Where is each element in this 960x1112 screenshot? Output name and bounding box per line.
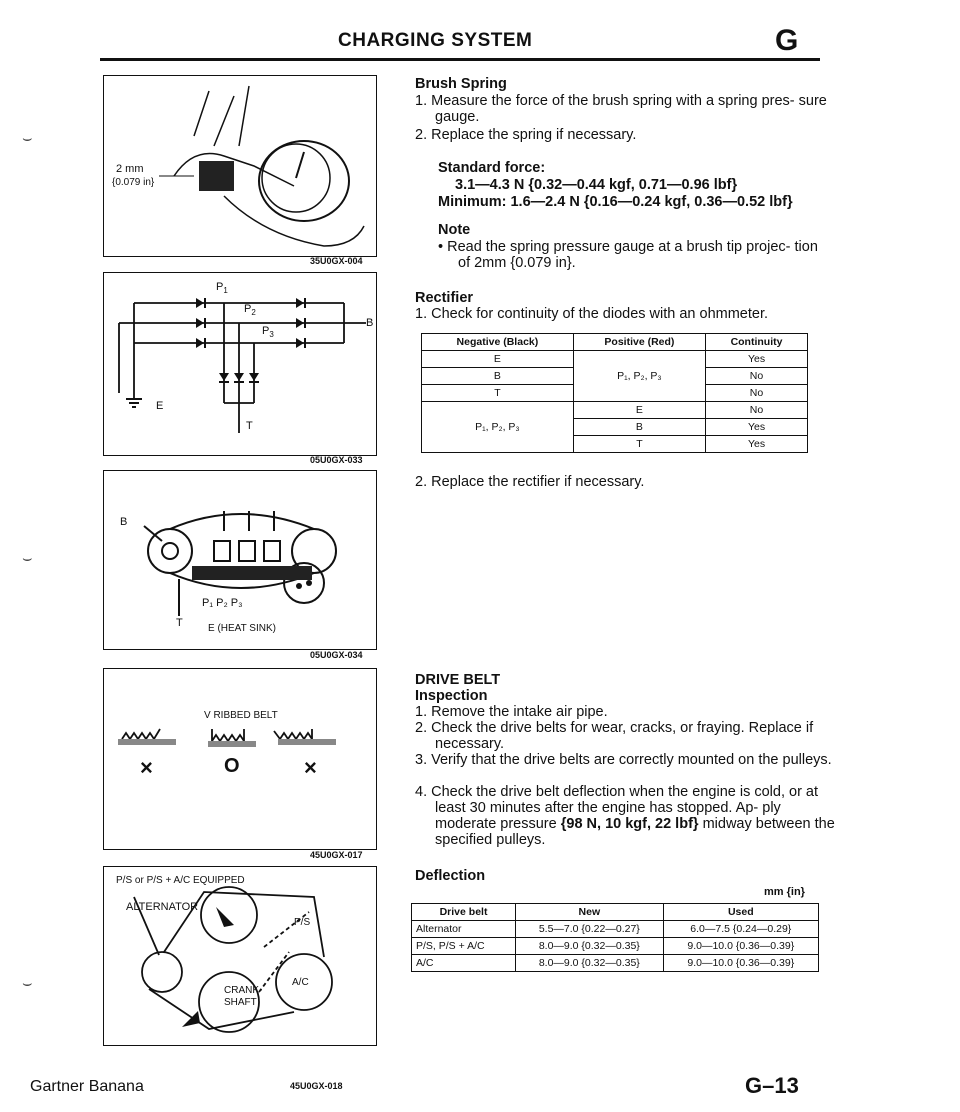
fig1-label-mm: 2 mm: [116, 163, 144, 175]
table-cell: B: [422, 368, 574, 385]
deflection-header: New: [516, 904, 664, 921]
spring-gauge-illustration: [104, 76, 376, 256]
deflection-unit: mm {in}: [764, 886, 805, 898]
header-rule: [100, 58, 820, 61]
deflection-header: Used: [663, 904, 818, 921]
label-ac: A/C: [292, 977, 309, 988]
label-shaft: SHAFT: [224, 997, 257, 1008]
rectifier-heading: Rectifier: [415, 290, 474, 306]
label-b: B: [366, 317, 374, 329]
label-p1: $P_1$: [216, 281, 228, 296]
table-row: [412, 955, 819, 972]
table-cell: T: [422, 385, 574, 402]
label-ps: P/S: [294, 917, 311, 928]
correct-mark: O: [224, 755, 240, 777]
table-cell: A/C: [412, 955, 516, 972]
label-t: T: [246, 420, 253, 432]
fig3-label-b: B: [120, 516, 128, 528]
figure-brush-spring: [103, 75, 377, 257]
brush-spring-step-1: 1. Measure the force of the brush spring with a spring pres- sure gauge.: [415, 93, 827, 125]
table-cell: E: [422, 351, 574, 368]
figure-code: 45U0GX-018: [290, 1081, 343, 1091]
table-cell: E: [573, 402, 705, 419]
label-p2: $P_2$: [244, 303, 256, 318]
table-cell: B: [573, 419, 705, 436]
figure-code: 05U0GX-034: [310, 650, 363, 660]
note-text: • Read the spring pressure gauge at a brush tip projec- tion of 2mm {0.079 in}.: [438, 239, 818, 271]
fig4-title: V RIBBED BELT: [204, 710, 278, 721]
continuity-table: [421, 333, 808, 453]
label-crank: CRANK-: [224, 985, 263, 996]
binder-tick-icon: ⌣: [22, 550, 33, 567]
fig3-label-t: T: [176, 617, 183, 629]
figure-belt-routing: [103, 866, 377, 1046]
table-cell: Yes: [706, 419, 808, 436]
fig5-title: P/S or P/S + A/C EQUIPPED: [116, 875, 245, 886]
inspection-heading: Inspection: [415, 688, 488, 704]
rectifier-circuit-diagram: [104, 273, 376, 455]
table-cell: T: [573, 436, 705, 453]
label-alternator: ALTERNATOR: [126, 901, 199, 913]
table-cell: No: [706, 402, 808, 419]
continuity-header: Continuity: [706, 334, 808, 351]
table-cell: No: [706, 385, 808, 402]
fig3-label-p: P₁ P₂ P₃: [202, 597, 243, 609]
table-cell: 9.0—10.0 {0.36—0.39}: [663, 938, 818, 955]
label-e: E: [156, 400, 164, 412]
figure-v-ribbed-belt: [103, 668, 377, 850]
binder-tick-icon: ⌣: [22, 975, 33, 992]
section-letter: G: [775, 24, 799, 57]
page-number: G–13: [745, 1073, 799, 1098]
incorrect-mark-left: ×: [140, 755, 153, 780]
page-title: CHARGING SYSTEM: [338, 30, 533, 51]
table-row: [412, 938, 819, 955]
drive-belt-step-2: 2. Check the drive belts for wear, cracks, or fraying. Replace if necessary.: [415, 720, 814, 752]
label-p3: $P_3$: [262, 325, 274, 340]
table-cell: Yes: [706, 436, 808, 453]
note-heading: Note: [438, 222, 471, 238]
deflection-table: [411, 903, 819, 972]
brush-spring-heading: Brush Spring: [415, 76, 507, 92]
table-cell: Alternator: [412, 921, 516, 938]
belt-routing-diagram: [104, 867, 376, 1045]
table-cell: 8.0—9.0 {0.32—0.35}: [516, 938, 664, 955]
figure-rectifier-circuit: [103, 272, 377, 456]
standard-force-value: 3.1—4.3 N {0.32—0.44 kgf, 0.71—0.96 lbf}: [455, 177, 738, 193]
deflection-heading: Deflection: [415, 868, 486, 884]
table-cell: 9.0—10.0 {0.36—0.39}: [663, 955, 818, 972]
table-cell: 6.0—7.5 {0.24—0.29}: [663, 921, 818, 938]
deflection-header: Drive belt: [412, 904, 516, 921]
figure-code: 05U0GX-033: [310, 455, 363, 465]
figure-rectifier-assembly: [103, 470, 377, 650]
rectifier-step-1: 1. Check for continuity of the diodes with an ohmmeter.: [415, 306, 769, 322]
table-row: [412, 921, 819, 938]
table-cell: 5.5—7.0 {0.22—0.27}: [516, 921, 664, 938]
drive-belt-step-4: 4. Check the drive belt deflection when the engine is cold, or at least 30 minutes after the engine has stopped. Ap- ply moderate pressure {98 N, 10 kgf, 22 lbf} midway between the specified pulleys.: [415, 784, 835, 848]
drive-belt-heading: DRIVE BELT: [415, 672, 501, 688]
minimum-force-value: Minimum: 1.6—2.4 N {0.16—0.24 kgf, 0.36—0.52 lbf}: [438, 194, 793, 210]
fig3-label-heat-sink: E (HEAT SINK): [208, 623, 276, 634]
table-cell: P₁, P₂, P₃: [573, 351, 705, 402]
incorrect-mark-right: ×: [304, 755, 317, 780]
fig1-label-in: {0.079 in}: [112, 177, 155, 188]
table-cell: 8.0—9.0 {0.32—0.35}: [516, 955, 664, 972]
figure-code: 45U0GX-017: [310, 850, 363, 860]
footer-text: Gartner Banana: [30, 1078, 144, 1095]
binder-tick-icon: ⌣: [22, 130, 33, 147]
drive-belt-step-3: 3. Verify that the drive belts are correctly mounted on the pulleys.: [415, 752, 832, 768]
standard-force-heading: Standard force:: [438, 160, 546, 176]
continuity-header: Positive (Red): [573, 334, 705, 351]
rectifier-step-2: 2. Replace the rectifier if necessary.: [415, 474, 645, 490]
figure-code: 35U0GX-004: [310, 256, 363, 266]
table-cell: P/S, P/S + A/C: [412, 938, 516, 955]
drive-belt-step-1: 1. Remove the intake air pipe.: [415, 704, 608, 720]
table-cell: Yes: [706, 351, 808, 368]
brush-spring-step-2: 2. Replace the spring if necessary.: [415, 127, 637, 143]
continuity-header: Negative (Black): [422, 334, 574, 351]
table-cell: No: [706, 368, 808, 385]
table-cell: P₁, P₂, P₃: [422, 402, 574, 453]
